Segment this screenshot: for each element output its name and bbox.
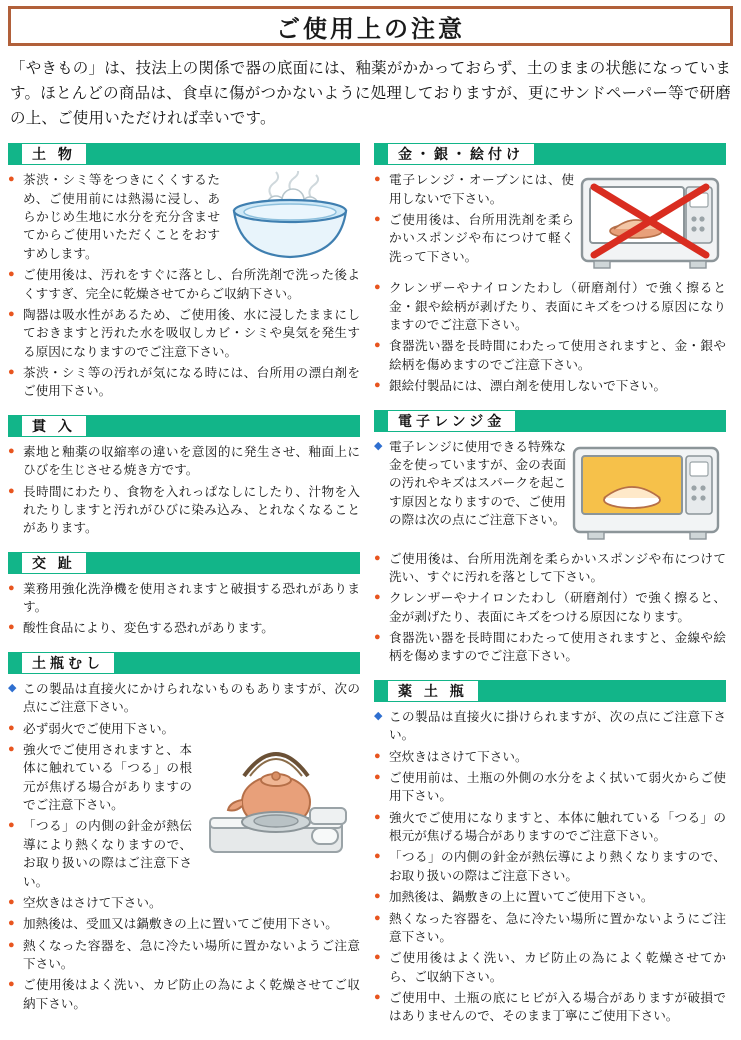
bullet-circle-icon: ●: [8, 366, 15, 379]
list-item-text: 食器洗い器を長時間にわたって使用されますと、金線や絵柄を傷めますのでご注意下さい。: [389, 631, 726, 664]
list-item-text: 電子レンジに使用できる特殊な金を使っていますが、金の表面の汚れやキズはスパークを起こす原因となりますので、ご使用の際は次の点にご注意下さい。: [389, 439, 566, 528]
list-item-text: ご使用前は、土瓶の外側の水分をよく拭いて弱火からご使用下さい。: [389, 770, 726, 804]
list-item-text: この製品は直接火にかけられないものもありますが、次の点にご注意下さい。: [23, 681, 360, 715]
list-item-text: ご使用後はよく洗い、カビ防止の為によく乾燥させてから、ご収納下さい。: [389, 951, 726, 984]
bullet-circle-icon: ●: [374, 911, 381, 924]
section-title: 交 趾: [22, 553, 86, 573]
bullet-circle-icon: ●: [8, 444, 15, 457]
bullet-circle-icon: ●: [374, 339, 381, 352]
bullet-circle-icon: ●: [374, 890, 381, 903]
bullet-circle-icon: ●: [8, 742, 15, 755]
bullet-circle-icon: ●: [8, 307, 15, 320]
bullet-circle-icon: ●: [8, 621, 15, 634]
section-title: 薬 土 瓶: [388, 681, 478, 701]
list-item: [8, 171, 220, 263]
content-columns: [8, 143, 733, 1040]
list-item: [374, 279, 726, 334]
section-heading-bar: [374, 143, 726, 165]
list-item: [8, 580, 360, 617]
list-item-text: 食器洗い器を長時間にわたって使用されますと、金・銀や絵柄を傷めますのでご注意下さい。: [389, 339, 726, 372]
list-item: [374, 989, 726, 1026]
bullet-diamond-icon: ◆: [8, 681, 17, 694]
list-item: [374, 708, 726, 745]
left-column: [8, 143, 360, 1027]
section-heading-bar: [8, 415, 360, 437]
section-heading-bar: [8, 143, 360, 165]
section-kusuri-dobin: [374, 680, 726, 1026]
bullet-circle-icon: ●: [374, 173, 381, 186]
list-item-text: 「つる」の内側の針金が熱伝導により熱くなりますので、お取り扱いの際はご注意下さい。: [389, 850, 726, 883]
list-item: [8, 915, 360, 933]
list-item: [374, 910, 726, 947]
notice-list: [8, 680, 360, 717]
list-item: [374, 438, 566, 530]
list-item-text: 電子レンジ・オーブンには、使用しないで下さい。: [389, 173, 574, 206]
notice-list: [374, 171, 574, 266]
notice-list: [8, 443, 360, 538]
list-item-text: 加熱後は、受皿又は鍋敷きの上に置いてご使用下さい。: [23, 917, 338, 932]
right-column: [374, 143, 726, 1040]
section-tsuchimono: [8, 143, 360, 401]
list-item: [8, 364, 360, 401]
bullet-circle-icon: ●: [8, 484, 15, 497]
list-item-text: クレンザーやナイロンたわし（研磨剤付）で強く擦ると金・銀や絵柄が剥げたり、表面にキズをつける原因になりますのでご注意下さい。: [389, 281, 726, 333]
list-item: [8, 680, 360, 717]
list-item-text: ご使用後は、汚れをすぐに落とし、台所洗剤で洗った後よくすすぎ、完全に乾燥させてからご収納下さい。: [23, 268, 361, 301]
teapot-on-portable-stove-icon: [192, 720, 360, 894]
section-heading-bar: [8, 652, 360, 674]
list-item-text: 業務用強化洗浄機を使用されますと破損する恐れがあります。: [23, 581, 360, 615]
list-item: [374, 949, 726, 986]
list-item: [8, 741, 192, 815]
list-item: [374, 589, 726, 626]
notice-list: [374, 708, 726, 1026]
microwave-prohibited-icon: [574, 171, 726, 279]
bullet-circle-icon: ●: [374, 213, 381, 226]
list-item-text: 茶渋・シミ等をつきにくくするため、ご使用前には熱湯に浸し、あらかじめ生地に水分を充分含ませてからご使用いただくことをおすすめします。: [23, 173, 220, 261]
list-item-text: ご使用後は、台所用洗剤を柔らかいスポンジや布につけて洗い、すぐに汚れを落として下さい。: [389, 551, 726, 584]
list-item: [8, 894, 360, 912]
list-item: [374, 171, 574, 208]
list-item-text: 陶器は吸水性があるため、ご使用後、水に浸したままにしておきますと汚れた水を吸収しカビ・シミや臭気を発生する原因になりますのでご注意下さい。: [23, 307, 360, 359]
section-heading-bar: [374, 410, 726, 432]
list-item: [8, 937, 360, 974]
bullet-diamond-icon: ◆: [374, 709, 383, 722]
bullet-circle-icon: ●: [374, 770, 381, 783]
section-title: 貫 入: [22, 416, 86, 436]
bowl-with-hot-water-icon: [220, 171, 360, 266]
list-item-text: 熱くなった容器を、急に冷たい場所に置かないようにご注意下さい。: [389, 911, 726, 944]
list-item-text: 長時間にわたり、食物を入れっぱなしにしたり、汁物を入れたりしますと汚れがひびに染み込み、とれなくなることがあります。: [23, 484, 360, 536]
page-header: [8, 6, 733, 46]
list-item-text: 強火でご使用されますと、本体に触れている「つる」の根元が焦げる場合がありますのでご注意下さい。: [23, 742, 192, 813]
list-item: [8, 483, 360, 538]
intro-paragraph: 「やきもの」は、技法上の関係で器の底面には、釉薬がかかっておらず、土のままの状態になっています。ほとんどの商品は、食卓に傷がつかないように処理しておりますが、更にサンドペーパー等で研磨の上、ご使用いただければ幸いです。: [10, 60, 731, 128]
notice-list-continued: [374, 279, 726, 395]
list-item-text: 「つる」の内側の針金が熱伝導により熱くなりますので、お取り扱いの際はご注意下さい。: [23, 819, 192, 889]
list-item: [374, 211, 574, 266]
bullet-circle-icon: ●: [374, 951, 381, 964]
list-item-text: 必ず弱火でご使用下さい。: [23, 721, 175, 736]
section-kochi: [8, 552, 360, 638]
list-item-text: 熱くなった容器を、急に冷たい場所に置かないようご注意下さい。: [23, 938, 360, 972]
notice-list-continued: [8, 894, 360, 1013]
list-item-text: クレンザーやナイロンたわし（研磨剤付）で強く擦ると、金が剥げたり、表面にキズをつける原因になります。: [389, 591, 726, 624]
bullet-circle-icon: ●: [374, 810, 381, 823]
list-item: [8, 817, 192, 891]
list-item: [8, 306, 360, 361]
bullet-circle-icon: ●: [8, 581, 15, 594]
bullet-circle-icon: ●: [8, 819, 15, 832]
page-title: ご使用上の注意: [276, 15, 465, 43]
bullet-diamond-icon: ◆: [374, 439, 383, 452]
list-item-text: この製品は直接火に掛けられますが、次の点にご注意下さい。: [389, 709, 726, 743]
list-item: [8, 976, 360, 1013]
bullet-circle-icon: ●: [8, 938, 15, 951]
list-item-text: 銀絵付製品には、漂白剤を使用しないで下さい。: [389, 379, 667, 394]
notice-list-continued: [8, 266, 360, 401]
list-item: [8, 619, 360, 637]
notice-list: [374, 438, 566, 530]
bullet-circle-icon: ●: [374, 551, 381, 564]
section-title: 土瓶むし: [22, 653, 114, 673]
bullet-circle-icon: ●: [374, 379, 381, 392]
notice-list: [8, 580, 360, 638]
list-item: [374, 809, 726, 846]
list-item-text: 素地と釉薬の収縮率の違いを意図的に発生させ、釉面上にひびを生じさせる焼き方です。: [23, 444, 360, 478]
list-item: [8, 266, 360, 303]
list-item-text: ご使用中、土瓶の底にヒビが入る場合がありますが破損ではありませんので、そのまま丁寧にご使用下さい。: [389, 991, 726, 1024]
list-item-text: 空炊きはさけて下さい。: [23, 895, 162, 910]
bullet-circle-icon: ●: [8, 173, 15, 186]
list-item-text: 加熱後は、鍋敷きの上に置いてご使用下さい。: [389, 890, 654, 905]
section-title: 土 物: [22, 144, 86, 164]
list-item-text: ご使用後はよく洗い、カビ防止の為によく乾燥させてご収納下さい。: [23, 978, 360, 1011]
microwave-allowed-icon: [566, 438, 726, 550]
bullet-circle-icon: ●: [374, 850, 381, 863]
bullet-circle-icon: ●: [8, 721, 15, 734]
section-heading-bar: [374, 680, 726, 702]
section-gold-silver-painting: [374, 143, 726, 395]
list-item: [8, 720, 192, 738]
bullet-circle-icon: ●: [374, 991, 381, 1004]
list-item: [374, 377, 726, 395]
list-item: [8, 443, 360, 480]
list-item: [374, 629, 726, 666]
list-item: [374, 748, 726, 766]
list-item-text: 空炊きはさけて下さい。: [389, 749, 528, 764]
list-item: [374, 888, 726, 906]
section-heading-bar: [8, 552, 360, 574]
list-item-text: 酸性食品により、変色する恐れがあります。: [23, 621, 274, 636]
section-microwave-gold: [374, 410, 726, 666]
list-item: [374, 848, 726, 885]
section-title: 電子レンジ金: [388, 411, 515, 431]
bullet-circle-icon: ●: [8, 917, 15, 930]
bullet-circle-icon: ●: [374, 749, 381, 762]
bullet-circle-icon: ●: [8, 895, 15, 908]
section-kannyu: [8, 415, 360, 538]
list-item: [374, 769, 726, 806]
notice-list-continued: [374, 550, 726, 666]
list-item: [374, 337, 726, 374]
bullet-circle-icon: ●: [374, 591, 381, 604]
list-item-text: 強火でご使用になりますと、本体に触れている「つる」の根元が焦げる場合がありますのでご注意下さい。: [389, 810, 726, 844]
section-title: 金・銀・絵付け: [388, 144, 534, 164]
bullet-circle-icon: ●: [374, 281, 381, 294]
list-item-text: 茶渋・シミ等の汚れが気になる時には、台所用の漂白剤をご使用下さい。: [23, 366, 361, 399]
notice-list: [8, 720, 192, 891]
bullet-circle-icon: ●: [8, 268, 15, 281]
notice-list: [8, 171, 220, 263]
list-item-text: ご使用後は、台所用洗剤を柔らかいスポンジや布につけて軽く洗って下さい。: [389, 213, 574, 264]
section-dobin-mushi: [8, 652, 360, 1013]
bullet-circle-icon: ●: [374, 631, 381, 644]
list-item: [374, 550, 726, 587]
bullet-circle-icon: ●: [8, 978, 15, 991]
